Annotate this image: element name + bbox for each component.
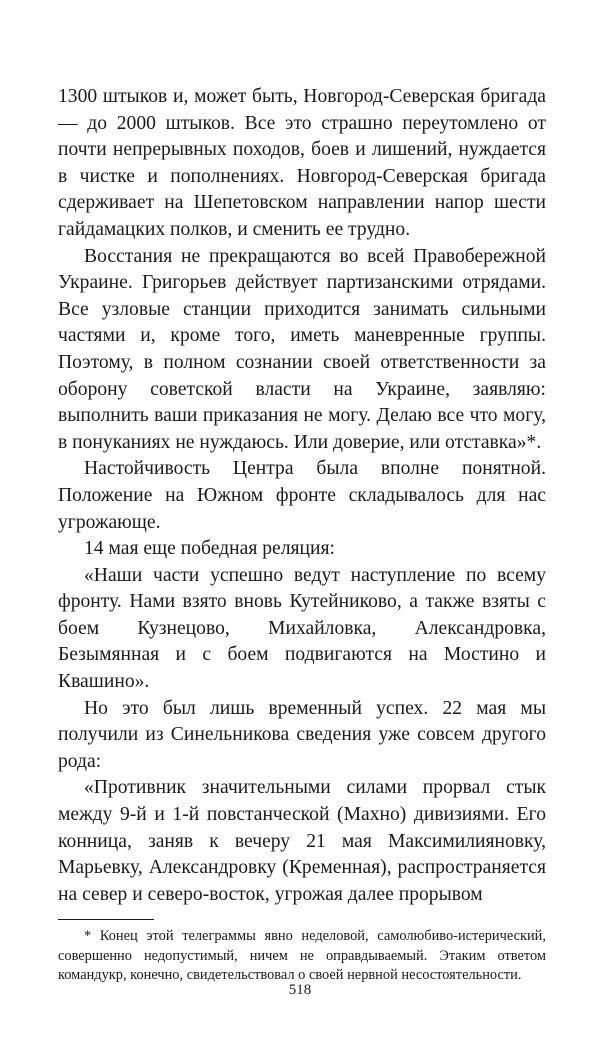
page-body	[58, 84, 546, 985]
footnote: * Конец этой телеграммы явно неделовой, самолюбиво-истерический, совершенно недопустимый, ничем не оправдываемый. Этаким ответом командукр, конечно, свидетельствовал о своей нервной несостоятельности.	[58, 928, 546, 983]
paragraph-7: «Противник значительными силами прорвал стык между 9-й и 1-й повстанческой (Махно) дивизиями. Его конница, заняв к вечеру 21 мая Максимилияновку, Марьевку, Александровку (Кременная), распространяется на север и северо-восток, угрожая далее прорывом	[58, 777, 546, 905]
paragraph-6: Но это был лишь временный успех. 22 мая мы получили из Синельникова сведения уже совсем другого рода:	[58, 697, 546, 772]
paragraph-4: 14 мая еще победная реляция:	[84, 538, 335, 560]
paragraph-2: Восстания не прекращаются во всей Правобережной Украине. Григорьев действует партизанскими отрядами. Все узловые станции приходится занимать сильными частями и, кроме того, иметь маневренные группы. Поэтому, в полном сознании своей ответственности за оборону советской власти на Украине, заявляю: выполнить ваши приказания не могу. Делаю все что могу, в понуканиях не нуждаюсь. Или доверие, или отставка»*.	[58, 245, 546, 453]
paragraph-3: Настойчивость Центра была вполне понятной. Положение на Южном фронте складывалось для нас угрожающе.	[58, 458, 546, 533]
paragraph-1: 1300 штыков и, может быть, Новгород-Северская бригада — до 2000 штыков. Все это страшно переутомлено от почти непрерывных походов, боев и лишений, нуждается в чистке и пополнениях. Новгород-Северская бригада сдерживает на Шепетовском направлении напор шести гайдамацких полков, и сменить ее трудно.	[58, 86, 546, 240]
page-number: 518	[288, 982, 312, 998]
paragraph-5: «Наши части успешно ведут наступление по всему фронту. Нами взято вновь Кутейниково, а также взяты с боем Кузнецово, Михайловка, Александровка, Безымянная и с боем подвигаются на Мостино и Квашино».	[58, 564, 546, 693]
footnote-divider	[58, 919, 154, 920]
